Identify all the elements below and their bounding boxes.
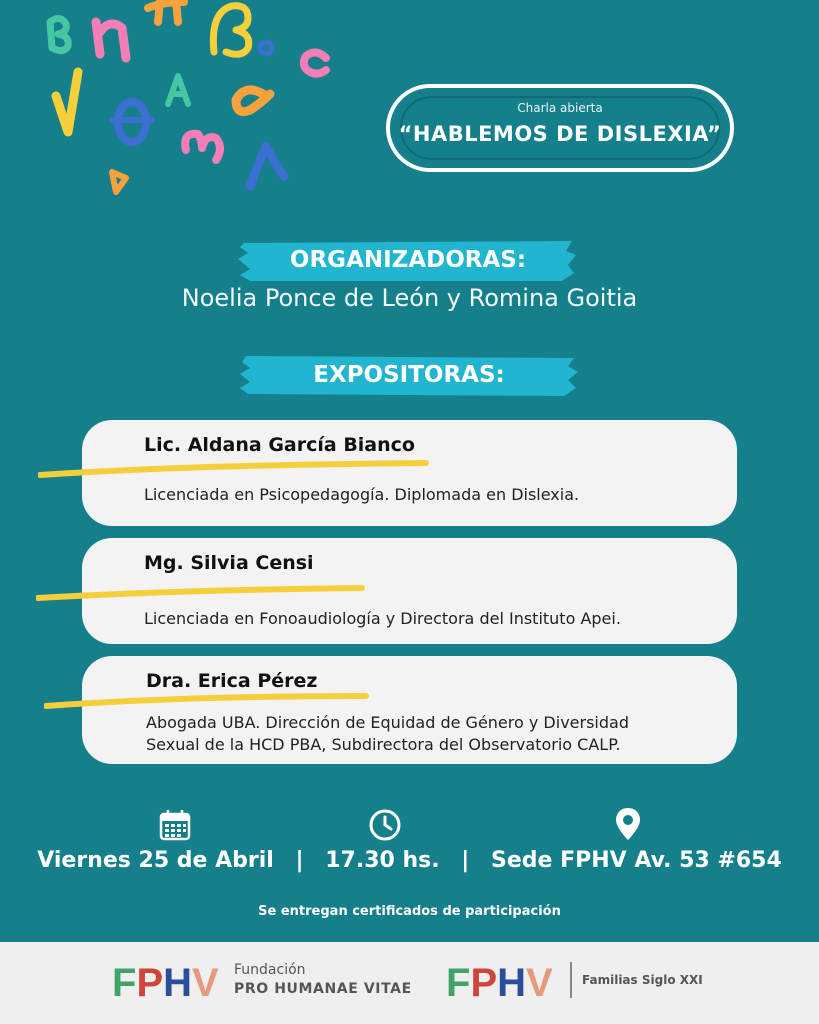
event-title: “HABLEMOS DE DISLEXIA” xyxy=(398,122,722,146)
name-underline xyxy=(38,455,430,479)
speaker-description: Licenciada en Fonoaudiología y Directora del Instituto Apei. xyxy=(144,609,621,628)
decorative-letters-art xyxy=(0,0,340,210)
fphv-logo-mark xyxy=(112,958,224,1004)
name-underline xyxy=(36,582,366,602)
svg-text:FPHV: FPHV xyxy=(112,961,219,1004)
event-date: Viernes 25 de Abril xyxy=(37,848,274,873)
speakers-heading: EXPOSITORAS: xyxy=(313,362,505,388)
fphv-logo-fundacion xyxy=(112,958,412,1008)
speaker-description-line1: Abogada UBA. Dirección de Equidad de Género y Diversidad xyxy=(146,713,629,732)
name-underline xyxy=(44,690,370,710)
speaker-name: Mg. Silvia Censi xyxy=(144,552,314,574)
fphv-logo-familias xyxy=(446,958,706,1008)
decorative-letters xyxy=(0,0,340,210)
logo-line2: PRO HUMANAE VITAE xyxy=(234,981,412,997)
speaker-card xyxy=(82,656,737,764)
separator: | xyxy=(295,848,304,873)
event-place: Sede FPHV Av. 53 #654 xyxy=(490,848,782,873)
title-pill xyxy=(386,84,734,172)
event-subtitle: Charla abierta xyxy=(517,101,603,115)
separator: | xyxy=(461,848,470,873)
speaker-name: Lic. Aldana García Bianco xyxy=(144,434,415,456)
speaker-description-line2: Sexual de la HCD PBA, Subdirectora del Observatorio CALP. xyxy=(146,735,621,754)
logo-line1: Fundación xyxy=(234,962,306,978)
speaker-description: Licenciada en Psicopedagogía. Diplomada en Dislexia. xyxy=(144,485,580,504)
calendar-icon xyxy=(158,808,192,846)
clock-icon xyxy=(368,808,402,846)
speakers-banner xyxy=(238,354,580,398)
logo-divider xyxy=(570,962,572,998)
logo-text: Familias Siglo XXI xyxy=(582,973,703,987)
fphv-logo-mark xyxy=(446,958,562,1004)
svg-text:FPHV: FPHV xyxy=(446,961,553,1004)
speaker-name: Dra. Erica Pérez xyxy=(146,670,318,692)
footer xyxy=(0,942,819,1024)
location-pin-icon xyxy=(614,806,642,846)
organizers-heading: ORGANIZADORAS: xyxy=(289,247,527,273)
event-time: 17.30 hs. xyxy=(325,848,440,873)
certificates-note: Se entregan certificados de participación xyxy=(258,904,561,919)
organizers-names: Noelia Ponce de León y Romina Goitia xyxy=(181,284,638,312)
event-info-row xyxy=(0,848,819,873)
organizers-banner xyxy=(238,239,578,283)
